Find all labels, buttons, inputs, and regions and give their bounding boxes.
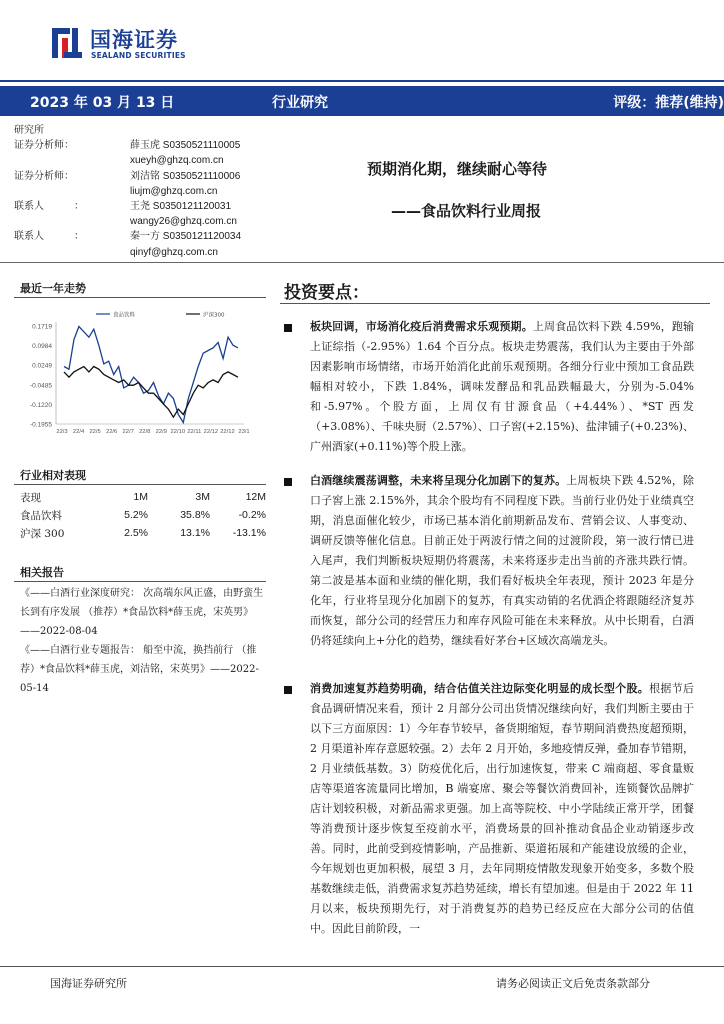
table-cell: 沪深 300: [20, 527, 65, 540]
x-tick-label: 22/7: [122, 429, 134, 435]
x-tick-label: 23/1: [238, 429, 250, 435]
author-row: [14, 245, 241, 260]
author-email: wangy26@ghzq.com.cn: [130, 216, 237, 228]
series-line: [64, 367, 238, 418]
x-tick-label: 22/11: [187, 429, 202, 435]
x-tick-label: 22/8: [139, 429, 151, 435]
related-report-link[interactable]: 《——白酒行业深度研究： 次高端东风正盛，由野蛮生长到有序发展 （推荐）*食品饮料*薛玉虎，宋英男》——2022-08-04: [20, 588, 264, 637]
x-tick-label: 22/3: [56, 429, 68, 435]
key-point-heading: 消费加速复苏趋势明确，结合估值关注边际变化明显的成长型个股。: [310, 682, 650, 695]
x-tick-label: 22/4: [72, 429, 85, 435]
author-email: liujm@ghzq.com.cn: [130, 185, 218, 197]
author-row: [14, 199, 241, 214]
related-title: 相关报告: [20, 566, 64, 579]
table-cell: 13.1%: [180, 527, 210, 539]
footer-disclaimer: 请务必阅读正文后免责条款部分: [496, 977, 650, 990]
table-header: 表现: [20, 491, 41, 504]
author-role: 证券分析师：: [14, 170, 74, 182]
table-cell: 5.2%: [124, 509, 148, 521]
author-colon: ：: [74, 201, 84, 213]
y-tick-label: 0.1719: [32, 323, 52, 331]
table-cell: 35.8%: [180, 509, 210, 521]
header-divider: [0, 80, 724, 82]
author-block: [14, 123, 241, 260]
table-row: [20, 506, 266, 524]
author-role: 联系人: [14, 201, 44, 213]
table-cell: 食品饮料: [20, 509, 62, 522]
legend-label: 食品饮料: [113, 312, 136, 319]
table-cell: -13.1%: [232, 527, 266, 539]
key-point-paragraph: [310, 679, 694, 949]
key-point-paragraph: [310, 471, 694, 651]
author-row: [14, 184, 241, 199]
author-role: [14, 184, 74, 199]
author-value: 薛玉虎 S0350521110005: [130, 140, 241, 152]
author-email: qinyf@ghzq.com.cn: [130, 246, 218, 258]
key-point-heading: 板块回调，市场消化疫后消费需求乐观预期。: [310, 320, 533, 333]
table-header: 1M: [133, 491, 148, 503]
trend-chart: [16, 306, 268, 466]
trend-title: 最近一年走势: [20, 282, 86, 295]
table-row: [20, 524, 266, 542]
x-tick-label: 22/10: [170, 429, 186, 435]
related-reports: [20, 584, 268, 698]
report-title: 预期消化期，继续耐心等待: [367, 160, 548, 178]
author-row: [14, 138, 241, 153]
y-tick-label: 0.0249: [32, 362, 52, 370]
author-row: [14, 214, 241, 229]
table-header-row: [20, 488, 266, 506]
performance-title: 行业相对表现: [20, 469, 86, 482]
author-row: [14, 169, 241, 184]
y-tick-label: -0.0485: [29, 382, 52, 390]
x-tick-label: 22/12: [220, 429, 235, 435]
rating-badge: 评级：推荐(维持): [613, 95, 724, 111]
footer-divider: [0, 966, 724, 967]
table-header: 12M: [245, 491, 266, 503]
y-tick-label: -0.1220: [29, 401, 52, 409]
institute-label: 研究所: [14, 125, 44, 136]
key-point-heading: 白酒继续震荡调整，未来将呈现分化加剧下的复苏。: [310, 474, 567, 487]
author-role: [14, 153, 74, 168]
author-role: [14, 245, 74, 260]
author-role: 证券分析师：: [14, 140, 74, 152]
x-tick-label: 22/12: [203, 429, 219, 435]
key-point-body: 根据节后食品调研情况来看，预计 2 月部分公司出货情况继续向好，我们判断主要由于以下三方面原因：1）今年春节较早，备货期缩短，春节期间消费热度超预期，2 月渠道补库存意愿较强。2）去年 2 月开始，多地疫情反弹，叠加春节错期，2 月业绩低基数。3）防疫优化后，出行加速恢复，带来 C 端商超、零食量贩店等渠道客流量同比增加，B 端宴席、聚会等餐饮消费回补，连锁餐饮品牌扩店计划较积极，对新品需求更强。加上高等院校、中小学陆续正常开学，团餐等消费预计逐步恢复至疫前水平，消费场景的回补推动食品企业动销逐步改善。同时，此前受到疫情影响，产品推新、渠道拓展和产能建设放缓的企业，今年规划也更加积极，展望 3 月，去年同期疫情散发现象开始变多，多数个股基数继续走低，消费需求复苏趋势延续，增长有望加速。但是由于 2022 年 11 月以来，板块预期先行，对于消费复苏的趋势已经反应在大部分公司的估值中。因此目前阶段，一: [310, 682, 694, 935]
x-tick-label: 22/6: [105, 429, 118, 435]
key-points-title: 投资要点：: [284, 283, 369, 303]
author-row: [14, 229, 241, 244]
report-subtitle: ——食品饮料行业周报: [391, 202, 542, 220]
related-report-link[interactable]: 《——白酒行业专题报告： 船至中流，换挡前行 （推荐）*食品饮料*薛玉虎，刘洁铭，宋英男》——2022-05-14: [20, 645, 259, 694]
key-point-body: 上周板块下跌 4.52%，除口子窖上涨 2.15%外，其余个股均有不同程度下跌。当前行业仍处于业绩真空期，消息面催化较少，市场已基本消化前期新品发布、营销会议、人事变动、调研反馈等催化信息。目前正处于两波行情之间的过渡阶段，第一波行情已进入尾声，我们判断板块短期仍将震荡，未来将逐步走出当前的齐涨共跌行情。第二波是基本面和业绩的催化期，我们看好板块全年表现，预计 2023 年是分化年，行业将呈现分化加剧下的复苏，有真实动销的名优酒企将跟随经济复苏而恢复，部分公司的经营压力和库存风险可能在未来释放。从中长期看，白酒仍将延续向上+分化的趋势，继续看好茅台+区域次高端龙头。: [310, 474, 695, 647]
trend-divider: [14, 297, 266, 298]
header-banner: [0, 86, 724, 116]
series-line: [64, 327, 238, 423]
report-type: 行业研究: [272, 95, 328, 111]
performance-divider: [14, 484, 266, 485]
author-value: 刘洁铭 S0350521110006: [130, 170, 241, 182]
author-value: 秦一方 S0350121120034: [130, 231, 242, 243]
sealand-logo-icon: [50, 24, 84, 62]
key-point-body: 上周食品饮料下跌 4.59%，跑输上证综指（-2.95%）1.64 个百分点。板块走势震荡，我们认为主要由于外部因素影响市场情绪，市场开始消化此前乐观预期。各细分行业中预加工食品跌幅相对较小，下跌 1.84%，调味发酵品和乳品跌幅最大，分别为-5.04%和-5.97%。个股方面，上周仅有甘源食品（+4.44%）、*ST 西发（+3.08%）、千味央厨（2.57%）、口子窖(+2.15%)、盐津铺子(+0.23%)、广州酒家(+0.11%)等个股上涨。: [310, 320, 694, 453]
performance-table: [20, 488, 266, 542]
author-row: [14, 153, 241, 168]
legend-label: 沪深300: [203, 312, 225, 319]
x-tick-label: 22/9: [155, 429, 167, 435]
x-tick-label: 22/5: [89, 429, 101, 435]
y-tick-label: 0.0984: [32, 343, 52, 351]
related-divider: [14, 581, 266, 582]
key-point-paragraph: [310, 317, 694, 457]
bullet-icon: [284, 478, 292, 486]
author-role: 联系人: [14, 231, 44, 243]
report-date: 2023 年 03 月 13 日: [30, 95, 175, 111]
bullet-icon: [284, 686, 292, 694]
author-email: xueyh@ghzq.com.cn: [130, 155, 224, 167]
logo-english-name: SEALAND SECURITIES: [91, 51, 186, 60]
section-divider: [0, 262, 724, 263]
table-cell: 2.5%: [124, 527, 148, 539]
table-header: 3M: [195, 491, 210, 503]
key-points-divider: [280, 303, 710, 304]
table-cell: -0.2%: [238, 509, 266, 521]
logo-chinese-name: 国海证券: [90, 28, 178, 52]
footer-institute: 国海证券研究所: [50, 977, 127, 990]
bullet-icon: [284, 324, 292, 332]
trend-chart-svg: [16, 306, 268, 466]
author-value: 王尧 S0350121120031: [130, 201, 232, 213]
author-role: [14, 214, 74, 229]
y-tick-label: -0.1955: [29, 421, 52, 429]
author-colon: ：: [74, 231, 84, 243]
